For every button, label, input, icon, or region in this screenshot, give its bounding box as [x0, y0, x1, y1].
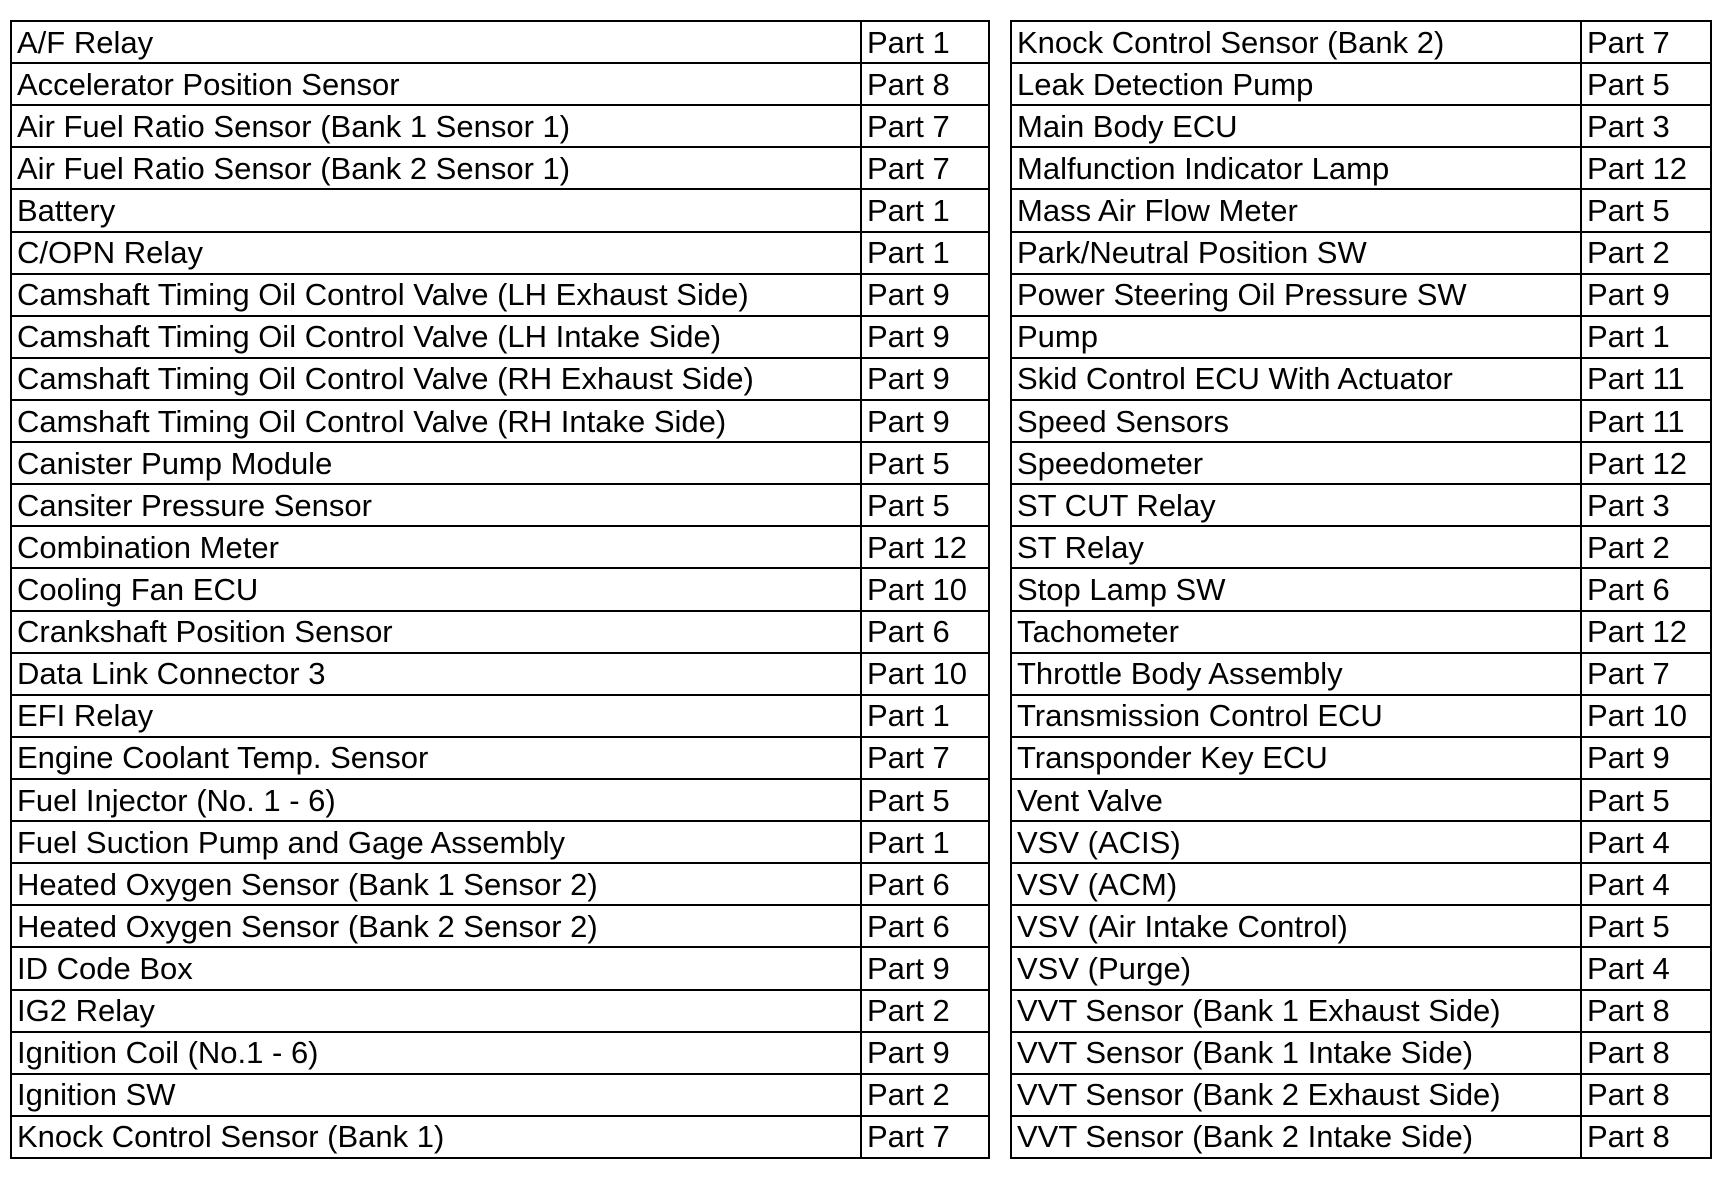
- part-reference: Part 7: [861, 737, 989, 779]
- table-row: [11, 1074, 989, 1116]
- component-table-right: [1010, 20, 1712, 1159]
- component-name: VVT Sensor (Bank 2 Intake Side): [1011, 1116, 1581, 1158]
- table-row: [11, 526, 989, 568]
- table-row: [11, 400, 989, 442]
- part-reference: Part 1: [861, 821, 989, 863]
- component-name: Ignition Coil (No.1 - 6): [11, 1032, 861, 1074]
- component-name: Data Link Connector 3: [11, 653, 861, 695]
- table-row: [1011, 737, 1711, 779]
- part-reference: Part 2: [1581, 232, 1711, 274]
- component-name: Air Fuel Ratio Sensor (Bank 2 Sensor 1): [11, 147, 861, 189]
- part-reference: Part 10: [1581, 695, 1711, 737]
- table-row: [11, 653, 989, 695]
- table-row: [1011, 653, 1711, 695]
- table-row: [1011, 21, 1711, 63]
- table-row: [11, 568, 989, 610]
- table-row: [1011, 611, 1711, 653]
- part-reference: Part 9: [1581, 274, 1711, 316]
- table-row: [11, 105, 989, 147]
- table-row: [11, 821, 989, 863]
- table-row: [1011, 990, 1711, 1032]
- table-row: [1011, 442, 1711, 484]
- part-reference: Part 6: [861, 905, 989, 947]
- part-reference: Part 1: [861, 232, 989, 274]
- part-reference: Part 5: [1581, 63, 1711, 105]
- component-name: Knock Control Sensor (Bank 1): [11, 1116, 861, 1158]
- part-reference: Part 12: [1581, 611, 1711, 653]
- component-name: Speedometer: [1011, 442, 1581, 484]
- component-name: Accelerator Position Sensor: [11, 63, 861, 105]
- component-table-left: [10, 20, 990, 1159]
- table-row: [1011, 274, 1711, 316]
- table-row: [11, 358, 989, 400]
- table-row: [1011, 105, 1711, 147]
- component-name: Ignition SW: [11, 1074, 861, 1116]
- table-row: [11, 189, 989, 231]
- part-reference: Part 3: [1581, 105, 1711, 147]
- part-reference: Part 11: [1581, 358, 1711, 400]
- table-row: [1011, 400, 1711, 442]
- part-reference: Part 4: [1581, 863, 1711, 905]
- part-reference: Part 7: [861, 147, 989, 189]
- part-reference: Part 9: [861, 274, 989, 316]
- component-name: EFI Relay: [11, 695, 861, 737]
- component-name: Camshaft Timing Oil Control Valve (LH Intake Side): [11, 316, 861, 358]
- part-reference: Part 1: [861, 21, 989, 63]
- table-row: [11, 63, 989, 105]
- component-name: Main Body ECU: [1011, 105, 1581, 147]
- table-row: [11, 863, 989, 905]
- part-reference: Part 6: [1581, 568, 1711, 610]
- component-index: [10, 20, 1712, 1159]
- part-reference: Part 5: [1581, 779, 1711, 821]
- component-name: Canister Pump Module: [11, 442, 861, 484]
- part-reference: Part 12: [861, 526, 989, 568]
- component-name: VSV (Purge): [1011, 947, 1581, 989]
- table-row: [1011, 189, 1711, 231]
- table-row: [1011, 316, 1711, 358]
- table-row: [1011, 947, 1711, 989]
- part-reference: Part 2: [1581, 526, 1711, 568]
- part-reference: Part 8: [1581, 1032, 1711, 1074]
- component-name: Camshaft Timing Oil Control Valve (RH Intake Side): [11, 400, 861, 442]
- part-reference: Part 9: [861, 1032, 989, 1074]
- component-name: A/F Relay: [11, 21, 861, 63]
- component-name: VSV (Air Intake Control): [1011, 905, 1581, 947]
- table-row: [1011, 232, 1711, 274]
- part-reference: Part 1: [861, 189, 989, 231]
- component-name: Fuel Injector (No. 1 - 6): [11, 779, 861, 821]
- table-row: [11, 611, 989, 653]
- table-row: [11, 947, 989, 989]
- component-name: Malfunction Indicator Lamp: [1011, 147, 1581, 189]
- part-reference: Part 3: [1581, 484, 1711, 526]
- part-reference: Part 11: [1581, 400, 1711, 442]
- part-reference: Part 8: [861, 63, 989, 105]
- part-reference: Part 9: [1581, 737, 1711, 779]
- component-name: VSV (ACIS): [1011, 821, 1581, 863]
- part-reference: Part 5: [1581, 189, 1711, 231]
- component-name: ID Code Box: [11, 947, 861, 989]
- part-reference: Part 5: [861, 779, 989, 821]
- table-row: [11, 737, 989, 779]
- part-reference: Part 9: [861, 358, 989, 400]
- component-name: ST CUT Relay: [1011, 484, 1581, 526]
- table-row: [1011, 358, 1711, 400]
- table-row: [1011, 526, 1711, 568]
- component-name: Pump: [1011, 316, 1581, 358]
- part-reference: Part 8: [1581, 1116, 1711, 1158]
- component-name: Skid Control ECU With Actuator: [1011, 358, 1581, 400]
- part-reference: Part 2: [861, 990, 989, 1032]
- table-row: [1011, 63, 1711, 105]
- part-reference: Part 7: [861, 1116, 989, 1158]
- table-row: [1011, 1032, 1711, 1074]
- part-reference: Part 5: [1581, 905, 1711, 947]
- component-name: Battery: [11, 189, 861, 231]
- component-name: Throttle Body Assembly: [1011, 653, 1581, 695]
- table-row: [11, 274, 989, 316]
- component-name: Engine Coolant Temp. Sensor: [11, 737, 861, 779]
- part-reference: Part 1: [1581, 316, 1711, 358]
- part-reference: Part 12: [1581, 147, 1711, 189]
- part-reference: Part 9: [861, 316, 989, 358]
- component-name: VVT Sensor (Bank 2 Exhaust Side): [1011, 1074, 1581, 1116]
- part-reference: Part 4: [1581, 947, 1711, 989]
- table-row: [1011, 863, 1711, 905]
- part-reference: Part 8: [1581, 1074, 1711, 1116]
- table-row: [11, 442, 989, 484]
- table-row: [11, 1116, 989, 1158]
- component-name: Power Steering Oil Pressure SW: [1011, 274, 1581, 316]
- component-name: ST Relay: [1011, 526, 1581, 568]
- part-reference: Part 2: [861, 1074, 989, 1116]
- component-name: Heated Oxygen Sensor (Bank 1 Sensor 2): [11, 863, 861, 905]
- table-row: [11, 232, 989, 274]
- component-name: VSV (ACM): [1011, 863, 1581, 905]
- part-reference: Part 5: [861, 484, 989, 526]
- component-name: Transmission Control ECU: [1011, 695, 1581, 737]
- component-name: Fuel Suction Pump and Gage Assembly: [11, 821, 861, 863]
- component-name: Cooling Fan ECU: [11, 568, 861, 610]
- component-name: C/OPN Relay: [11, 232, 861, 274]
- component-name: Camshaft Timing Oil Control Valve (RH Exhaust Side): [11, 358, 861, 400]
- component-name: Vent Valve: [1011, 779, 1581, 821]
- table-row: [11, 147, 989, 189]
- table-row: [11, 695, 989, 737]
- component-name: Tachometer: [1011, 611, 1581, 653]
- table-row: [11, 484, 989, 526]
- part-reference: Part 1: [861, 695, 989, 737]
- component-name: Combination Meter: [11, 526, 861, 568]
- table-row: [11, 21, 989, 63]
- component-name: Park/Neutral Position SW: [1011, 232, 1581, 274]
- component-name: Mass Air Flow Meter: [1011, 189, 1581, 231]
- table-row: [1011, 821, 1711, 863]
- table-gap: [990, 20, 1010, 1159]
- component-name: Leak Detection Pump: [1011, 63, 1581, 105]
- part-reference: Part 7: [861, 105, 989, 147]
- table-row: [11, 316, 989, 358]
- table-row: [11, 1032, 989, 1074]
- table-row: [1011, 1116, 1711, 1158]
- table-row: [1011, 905, 1711, 947]
- component-name: Speed Sensors: [1011, 400, 1581, 442]
- component-name: Transponder Key ECU: [1011, 737, 1581, 779]
- part-reference: Part 5: [861, 442, 989, 484]
- component-name: Stop Lamp SW: [1011, 568, 1581, 610]
- part-reference: Part 7: [1581, 21, 1711, 63]
- table-row: [1011, 1074, 1711, 1116]
- table-row: [1011, 484, 1711, 526]
- table-row: [1011, 695, 1711, 737]
- component-name: Air Fuel Ratio Sensor (Bank 1 Sensor 1): [11, 105, 861, 147]
- part-reference: Part 9: [861, 947, 989, 989]
- part-reference: Part 9: [861, 400, 989, 442]
- part-reference: Part 8: [1581, 990, 1711, 1032]
- component-name: Knock Control Sensor (Bank 2): [1011, 21, 1581, 63]
- component-name: VVT Sensor (Bank 1 Exhaust Side): [1011, 990, 1581, 1032]
- table-row: [1011, 568, 1711, 610]
- table-row: [11, 905, 989, 947]
- table-row: [11, 779, 989, 821]
- part-reference: Part 10: [861, 568, 989, 610]
- part-reference: Part 7: [1581, 653, 1711, 695]
- table-row: [11, 990, 989, 1032]
- component-name: Heated Oxygen Sensor (Bank 2 Sensor 2): [11, 905, 861, 947]
- table-row: [1011, 779, 1711, 821]
- component-name: IG2 Relay: [11, 990, 861, 1032]
- table-row: [1011, 147, 1711, 189]
- component-name: Crankshaft Position Sensor: [11, 611, 861, 653]
- component-name: VVT Sensor (Bank 1 Intake Side): [1011, 1032, 1581, 1074]
- component-name: Cansiter Pressure Sensor: [11, 484, 861, 526]
- part-reference: Part 6: [861, 611, 989, 653]
- component-name: Camshaft Timing Oil Control Valve (LH Exhaust Side): [11, 274, 861, 316]
- part-reference: Part 6: [861, 863, 989, 905]
- part-reference: Part 4: [1581, 821, 1711, 863]
- part-reference: Part 12: [1581, 442, 1711, 484]
- part-reference: Part 10: [861, 653, 989, 695]
